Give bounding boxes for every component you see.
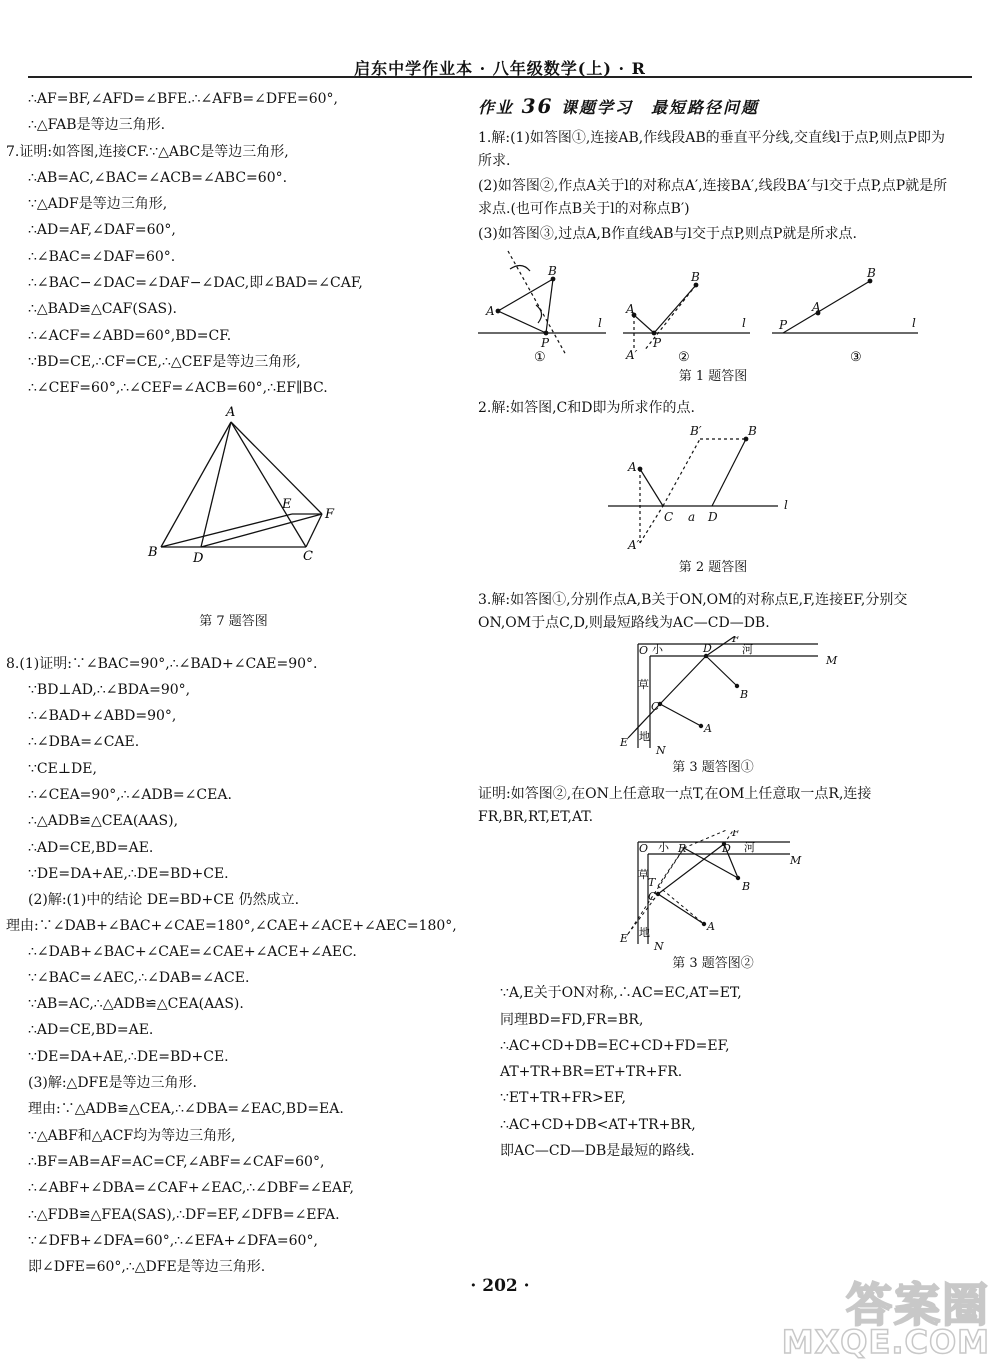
text-line: 理由:∵△ADB≌△CEA,∴∠DBA=∠EAC,BD=EA. [28,1101,344,1118]
page-number: · 202 · [470,1276,530,1296]
svg-text:B: B [748,424,757,439]
text-line: ∴△FAB是等边三角形. [28,117,166,134]
text-line: ∵△ABF和△ACF均为等边三角形, [28,1127,236,1144]
text-line: ∴∠CEA=90°,∴∠ADB=∠CEA. [28,787,232,804]
text-line: ∴∠DBA=∠CAE. [28,734,140,751]
text-line: ∴∠ACF=∠ABD=60°,BD=CF. [28,327,232,344]
fig7-label-e: E [282,496,292,512]
svg-text:E: E [620,736,629,750]
book-title: 启东中学作业本 · 八年级数学(上) · R [354,59,646,78]
right-column [478,86,948,1164]
q8-part2-3 [6,939,461,1281]
proof-line: ∴AC+CD+DB<AT+TR+BR, [500,1116,696,1133]
svg-text:l: l [912,316,916,330]
q8-part1 [6,651,461,914]
fig1-diagram [478,247,948,365]
svg-text:l: l [598,316,602,330]
svg-text:P: P [779,318,788,332]
page-header [28,0,972,78]
svg-text:B: B [548,264,557,278]
fig1-caption: 第 1 题答图 [678,369,748,384]
svg-text:M: M [826,654,838,668]
text-line: ∴AF=BF,∠AFD=∠BFE.∴∠AFB=∠DFE=60°, [28,91,339,107]
svg-text:A: A [486,304,495,318]
text-line: ∴△BAD≌△CAF(SAS). [28,301,177,318]
proof-line: 即AC—CD—DB是最短的路线. [500,1143,695,1160]
fig3b-figure [478,830,948,952]
text-line: ∵△ADF是等边三角形, [28,196,168,213]
svg-text:O: O [639,644,649,658]
svg-text:D: D [703,642,712,656]
fig3b-river: 河 [744,841,755,855]
text-line: ∴∠DAB+∠BAC+∠CAE=∠CAE+∠ACE+∠AEC. [28,943,357,960]
fig2-figure [478,421,948,556]
text-line: 7.证明:如答图,连接CF.∵△ABC是等边三角形, [6,143,289,160]
fig3a-caption: 第 3 题答图① [672,760,754,776]
fig1-caption-2: ② [678,350,690,365]
header-rule [28,76,972,78]
svg-text:A: A [704,722,712,736]
q3-proof [478,980,948,1164]
svg-text:F: F [732,636,740,646]
q1-paragraph: 1.解:(1)如答图①,连接AB,作线段AB的垂直平分线,交直线l于点P,则点P即为所求. [478,130,945,169]
svg-text:a: a [688,510,696,525]
svg-text:A′: A′ [628,538,640,553]
text-line: ∴BF=AB=AF=AC=CF,∠ABF=∠CAF=60°, [28,1153,325,1170]
q1-paragraph: (2)如答图②,作点A关于l的对称点A′,连接BA′,线段BA′与l交于点P,点P就是所求点.(也可作点B关于l的对称点B′) [478,178,948,217]
watermark-text: 答案圈 [846,1278,990,1332]
fig2-caption: 第 2 题答图 [678,560,748,576]
svg-text:B: B [740,688,749,702]
fig1-caption-3: ③ [850,350,862,365]
text-line: ∵∠BAC=∠AEC,∴∠DAB=∠ACE. [28,969,250,986]
fig7-diagram [6,402,461,610]
q3-proof-intro: 证明:如答图②,在ON上任意取一点T,在OM上任意取一点R,连接FR,BR,RT,ET,AT. [478,786,872,826]
fig2-diagram [478,421,948,556]
fig3a-diagram [478,636,948,756]
fig3b-caption: 第 3 题答图② [672,956,754,972]
svg-text:D: D [708,510,718,525]
svg-text:N: N [654,940,664,953]
svg-text:B: B [742,880,751,894]
fig3b-ground: 地 [639,926,650,940]
text-line: ∵CE⊥DE, [28,760,97,777]
q1-paragraph: (3)如答图③,过点A,B作直线AB与l交于点P,则点P就是所求点. [478,226,857,242]
text-line: ∵DE=DA+AE,∴DE=BD+CE. [28,1048,229,1065]
fig7-label-b: B [148,544,158,560]
text-line: ∴△ADB≌△CEA(AAS), [28,813,179,830]
section-name: 课题学习 最短路径问题 [561,98,760,117]
proof-line: ∴AC+CD+DB=EC+CD+FD=EF, [500,1037,730,1054]
svg-text:A′: A′ [626,348,638,362]
text-line: ∵BD=CE,∴CF=CE,∴△CEF是等边三角形, [28,353,301,370]
text-line: ∴∠BAC−∠DAC=∠DAF−∠DAC,即∠BAD=∠CAF, [28,275,363,292]
svg-text:E: E [620,932,629,946]
fig3a-small: 小 [652,643,663,657]
svg-text:A: A [812,300,821,314]
fig3a-river: 河 [742,643,753,657]
text-line: 8.(1)证明:∵∠BAC=90°,∴∠BAD+∠CAE=90°. [6,655,318,672]
watermark-url: MXQE.COM [781,1323,990,1361]
fig7-label-d: D [193,550,204,566]
svg-text:F: F [732,830,740,840]
section-number: 36 [521,94,554,118]
q1-solution [478,126,948,247]
fig3b-diagram [478,830,948,952]
text-line: ∴∠BAC=∠DAF=60°. [28,248,176,265]
text-line: ∴∠ABF+∠DBA=∠CAF+∠EAC,∴∠DBF=∠EAF, [28,1180,354,1197]
svg-text:l: l [784,498,788,513]
svg-text:R: R [678,842,687,856]
svg-text:N: N [656,744,666,757]
left-column [6,86,461,1280]
text-line: ∴AD=CE,BD=AE. [28,1022,154,1039]
q3-solution: 3.解:如答图①,分别作点A,B关于ON,OM的对称点E,F,连接EF,分别交ON,OM于点C,D,则最短路线为AC—CD—DB. [478,592,908,632]
text-line: ∵AB=AC,∴△ADB≌△CEA(AAS). [28,996,244,1013]
text-line: ∴∠BAD+∠ABD=90°, [28,708,177,725]
fig1-caption-1: ① [534,350,546,365]
text-line: ∵DE=DA+AE,∴DE=BD+CE. [28,865,229,882]
fig1-point-labels [485,264,916,362]
svg-text:A: A [628,460,637,475]
q8-reason-line: 理由:∵∠DAB+∠BAC+∠CAE=180°,∠CAE+∠ACE+∠AEC=180°, [6,917,457,934]
section-prefix: 作业 [478,98,515,117]
watermark-logo [781,1267,990,1363]
text-line: 即∠DFE=60°,∴△DFE是等边三角形. [28,1259,266,1276]
svg-text:O: O [639,842,649,856]
proof-line: 同理BD=FD,FR=BR, [500,1011,644,1028]
fig3a-grass: 草 [638,678,649,692]
svg-text:C: C [651,700,660,714]
proof-line: AT+TR+BR=ET+TR+FR. [500,1064,683,1081]
fig7-caption: 第 7 题答图 [199,613,268,629]
svg-text:P: P [541,336,550,350]
fig3a-figure [478,636,948,756]
q2-solution: 2.解:如答图,C和D即为所求作的点. [478,400,695,416]
fig3a-ground: 地 [639,730,650,744]
svg-text:B′: B′ [690,424,702,439]
svg-text:C: C [664,510,674,525]
svg-text:T: T [648,876,656,890]
text-line: ∵∠DFB+∠DFA=60°,∴∠EFA+∠DFA=60°, [28,1232,318,1249]
svg-text:l: l [742,316,746,330]
svg-text:A: A [707,920,715,934]
text-line: ∴△FDB≌△FEA(SAS),∴DF=EF,∠DFB=∠EFA. [28,1206,340,1223]
proof-line: ∵A,E关于ON对称,∴AC=EC,AT=ET, [500,985,742,1002]
q7-solution [6,86,461,402]
fig3b-grass: 草 [638,868,649,882]
fig7-label-a: A [226,404,236,420]
text-line: ∵BD⊥AD,∴∠BDA=90°, [28,681,191,698]
svg-text:B: B [867,266,876,280]
fig1-figure [478,247,948,365]
svg-text:D: D [722,842,731,856]
svg-text:M: M [790,854,802,868]
section-title [478,86,948,126]
fig7-label-f: F [325,506,335,522]
text-line: ∴AD=CE,BD=AE. [28,839,154,856]
text-line: ∴∠CEF=60°,∴∠CEF=∠ACB=60°,∴EF∥BC. [28,380,328,397]
text-line: ∴AB=AC,∠BAC=∠ACB=∠ABC=60°. [28,169,288,186]
svg-text:A: A [626,302,635,316]
fig3b-small: 小 [658,841,669,855]
svg-text:C: C [648,890,657,904]
svg-text:P: P [653,336,662,350]
text-line: (2)解:(1)中的结论 DE=BD+CE 仍然成立. [28,892,300,909]
text-line: ∴AD=AF,∠DAF=60°, [28,222,176,239]
fig7-figure [6,402,461,610]
svg-text:B: B [691,270,700,284]
proof-line: ∵ET+TR+FR>EF, [500,1090,626,1107]
text-line: (3)解:△DFE是等边三角形. [28,1075,197,1092]
fig7-label-c: C [303,548,313,564]
